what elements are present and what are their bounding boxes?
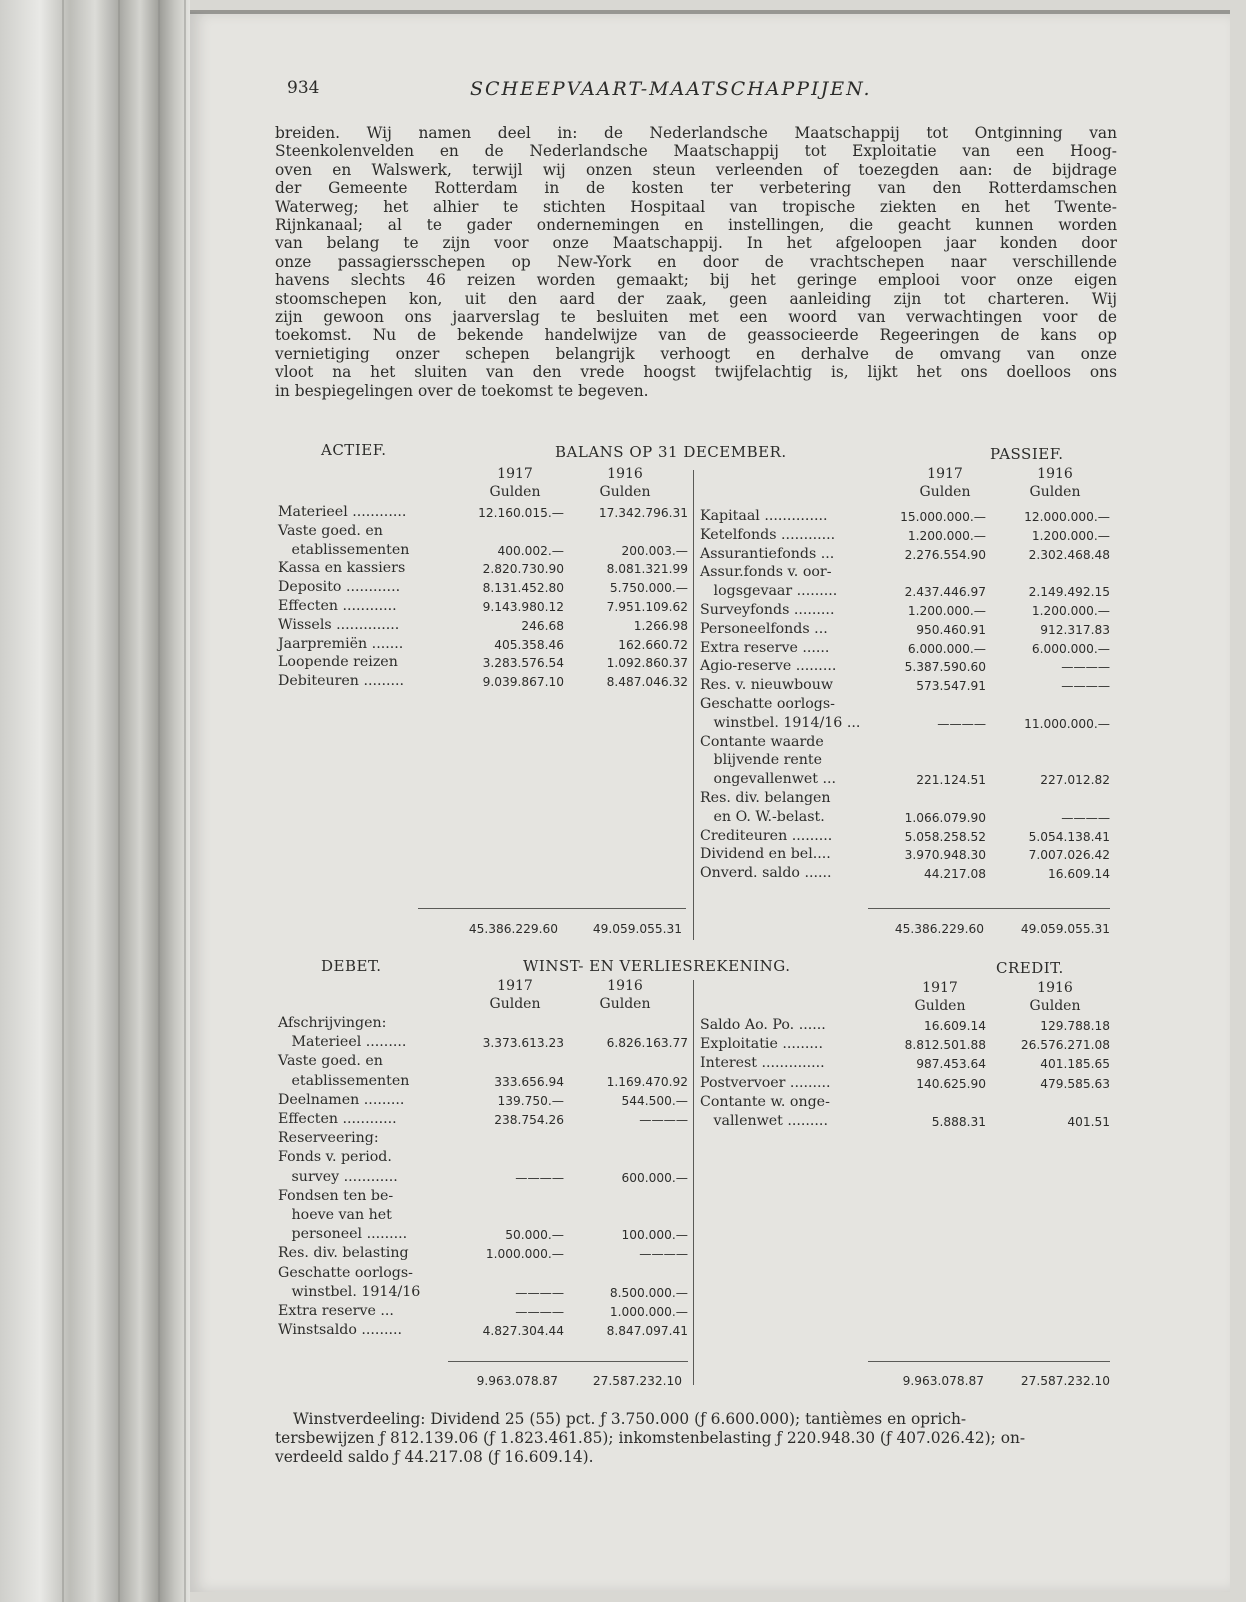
footer-note: [275, 1410, 1117, 1467]
row-label: Res. v. nieuwbouw: [700, 677, 833, 694]
row-value-1916: 6.000.000.—: [1031, 641, 1110, 656]
body-paragraph: [275, 124, 1117, 400]
row-value-1917: 238.754.26: [494, 1113, 564, 1127]
row-label: Fondsen ten be-: [278, 1187, 394, 1204]
row-value-1917: 573.547.91: [916, 679, 986, 694]
row-value-1916: 129.788.18: [1040, 1019, 1110, 1033]
row-label: Loopende reizen: [278, 654, 398, 671]
row-value-1917: 400.002.—: [497, 543, 564, 558]
row-value-1917: 6.000.000.—: [907, 641, 986, 656]
row-value-1916: 912.317.83: [1040, 622, 1110, 637]
row-value-1916: 544.500.—: [621, 1093, 688, 1108]
balans-right-total-1916: 49.059.055.31: [1020, 922, 1110, 936]
row-value-1917: 405.358.46: [494, 637, 564, 652]
row-value-1917: 1.200.000.—: [907, 528, 986, 543]
winst-left-unit-1916: Gulden: [599, 996, 651, 1012]
row-value-1916: 7.007.026.42: [1028, 848, 1110, 863]
row-value-1917: 50.000.—: [505, 1228, 564, 1243]
balans-right-unit-1917: Gulden: [919, 484, 971, 500]
row-value-1916: 1.200.000.—: [1031, 604, 1110, 618]
row-value-1916: 8.847.097.41: [606, 1324, 688, 1339]
row-value-1917: 2.437.446.97: [904, 585, 986, 600]
row-value-1916: 401.185.65: [1040, 1057, 1110, 1072]
row-value-1917: 9.039.867.10: [482, 675, 564, 690]
row-value-1916: 12.000.000.—: [1024, 510, 1110, 524]
winst-right-caption: CREDIT.: [996, 959, 1064, 977]
winst-right-unit-1917: Gulden: [914, 998, 966, 1014]
row-label: Crediteuren .........: [700, 827, 833, 844]
row-label: Interest ..............: [700, 1055, 825, 1072]
winst-title: WINST- EN VERLIESREKENING.: [523, 957, 791, 975]
row-label: Extra reserve ......: [700, 639, 830, 656]
row-value-1917: 1.000.000.—: [485, 1247, 564, 1262]
row-value-1917: 5.888.31: [931, 1115, 986, 1129]
winst-left-caption: DEBET.: [321, 957, 382, 975]
row-value-1916: 11.000.000.—: [1024, 716, 1110, 731]
paragraph-line: van belang te zijn voor onze Maatschappij. In het afgeloopen jaar konden door: [275, 234, 1117, 253]
row-value-1916: 8.500.000.—: [609, 1285, 688, 1300]
balans-right-unit-1916: Gulden: [1029, 484, 1081, 500]
winst-right-total-rule: [868, 1361, 1110, 1362]
paragraph-line: toekomst. Nu de bekende handelwijze van de geassocieerde Regeeringen de kans op: [275, 326, 1117, 345]
row-value-1916: 17.342.796.31: [598, 506, 688, 520]
row-value-1916: 1.092.860.37: [606, 656, 688, 671]
row-value-1917: 3.970.948.30: [904, 848, 986, 863]
paragraph-line: der Gemeente Rotterdam in de kosten ter verbetering van den Rotterdamschen: [275, 179, 1117, 198]
row-label: winstbel. 1914/16: [278, 1283, 421, 1300]
row-value-1916: 401.51: [1067, 1115, 1110, 1129]
row-value-1916: 200.003.—: [621, 543, 688, 558]
page-number: 934: [287, 78, 320, 98]
row-label: Kassa en kassiers: [278, 560, 406, 577]
footer-line: verdeeld saldo ƒ 44.217.08 (ƒ 16.609.14).: [275, 1448, 594, 1466]
winst-left-year-1917: 1917: [497, 978, 533, 994]
paragraph-line: stoomschepen kon, uit den aard der zaak, geen aanleiding zijn tot charteren. Wij: [275, 289, 1117, 308]
row-label: Afschrijvingen:: [278, 1015, 387, 1031]
row-value-1917: 16.609.14: [923, 1019, 986, 1033]
row-label: Kapitaal ..............: [700, 508, 828, 524]
row-value-1916: 1.169.470.92: [606, 1074, 688, 1089]
row-label: Res. div. belangen: [700, 790, 831, 806]
row-label: Exploitatie .........: [700, 1036, 823, 1053]
row-value-1917: 246.68: [521, 618, 564, 633]
row-label: hoeve van het: [278, 1207, 392, 1223]
row-value-1917: 1.200.000.—: [907, 604, 986, 618]
winst-left-unit-1917: Gulden: [489, 996, 541, 1012]
row-value-1916: 2.302.468.48: [1028, 547, 1110, 562]
paragraph-line: breiden. Wij namen deel in: de Nederlandsche Maatschappij tot Ontginning van: [275, 124, 1117, 142]
row-value-1917: ————: [515, 1170, 564, 1185]
row-label: Deelnamen .........: [278, 1091, 405, 1108]
row-value-1917: 5.387.590.60: [904, 660, 986, 675]
row-label: Jaarpremiën .......: [278, 635, 404, 652]
row-value-1917: 15.000.000.—: [900, 510, 986, 524]
balans-right-year-1917: 1917: [927, 466, 963, 482]
row-value-1916: ————: [1061, 810, 1110, 825]
row-label: Effecten ............: [278, 1111, 397, 1127]
row-label: blijvende rente: [700, 752, 823, 769]
row-value-1917: 44.217.08: [923, 867, 986, 882]
balans-right-total-1917: 45.386.229.60: [894, 922, 984, 936]
winst-left-total-1916: 27.587.232.10: [592, 1374, 682, 1388]
footer-line: tersbewijzen ƒ 812.139.06 (ƒ 1.823.461.85); inkomstenbelasting ƒ 220.948.30 (ƒ 407.026.42); on-: [275, 1429, 1026, 1447]
row-value-1917: 3.373.613.23: [482, 1036, 564, 1051]
winst-right-year-1916: 1916: [1037, 980, 1073, 996]
row-label: Extra reserve ...: [278, 1303, 394, 1319]
row-value-1917: 987.453.64: [916, 1057, 986, 1072]
paragraph-line: in bespiegelingen over de toekomst te begeven.: [275, 381, 649, 400]
row-label: Agio-reserve .........: [700, 658, 837, 675]
balans-divider: [693, 470, 694, 940]
balans-left-year-1916: 1916: [607, 466, 643, 482]
row-value-1916: ————: [1061, 660, 1110, 675]
row-label: logsgevaar .........: [700, 583, 838, 600]
row-value-1916: 5.054.138.41: [1028, 829, 1110, 844]
row-value-1917: 2.276.554.90: [904, 547, 986, 562]
row-value-1917: 8.131.452.80: [482, 581, 564, 596]
row-value-1916: 162.660.72: [618, 637, 688, 652]
row-label: survey ............: [278, 1168, 398, 1185]
row-value-1917: 139.750.—: [497, 1093, 564, 1108]
row-label: Materieel .........: [278, 1034, 407, 1051]
winst-right-total-1917: 9.963.078.87: [902, 1374, 984, 1388]
balans-left-caption: ACTIEF.: [321, 441, 387, 459]
row-label: Geschatte oorlogs-: [278, 1264, 413, 1281]
balans-left-total-1917: 45.386.229.60: [468, 922, 558, 936]
paragraph-line: Steenkolenvelden en de Nederlandsche Maatschappij tot Exploitatie van een Hoog-: [275, 142, 1117, 161]
row-label: winstbel. 1914/16 ...: [700, 714, 861, 731]
winst-left-total-1917: 9.963.078.87: [476, 1374, 558, 1388]
row-value-1916: 1.000.000.—: [609, 1305, 688, 1319]
paragraph-line: Rijnkanaal; al te gader ondernemingen en instellingen, die geacht kunnen worden: [275, 216, 1117, 235]
winst-right-year-1917: 1917: [922, 980, 958, 996]
row-label: personeel .........: [278, 1226, 408, 1243]
row-label: Vaste goed. en: [278, 1053, 383, 1070]
row-label: Reserveering:: [278, 1130, 379, 1147]
footer-line: Winstverdeeling: Dividend 25 (55) pct. ƒ 3.750.000 (ƒ 6.600.000); tantièmes en oprich-: [293, 1410, 967, 1428]
row-label: Postvervoer .........: [700, 1074, 831, 1091]
row-label: Surveyfonds .........: [700, 602, 835, 618]
paragraph-line: onze passagiersschepen op New-York en door de vrachtschepen naar verschillende: [275, 252, 1117, 271]
balans-left-unit-1917: Gulden: [489, 484, 541, 500]
row-value-1917: 8.812.501.88: [904, 1038, 986, 1053]
row-value-1916: 1.266.98: [633, 618, 688, 633]
row-label: Fonds v. period.: [278, 1149, 392, 1166]
row-value-1916: ————: [1061, 679, 1110, 694]
row-label: Dividend en bel....: [700, 846, 831, 863]
row-value-1917: 5.058.258.52: [904, 829, 986, 844]
page-top-edge: [190, 10, 1230, 14]
balans-title: BALANS OP 31 DECEMBER.: [555, 443, 787, 461]
row-value-1916: 2.149.492.15: [1028, 585, 1110, 600]
row-label: Debiteuren .........: [278, 673, 405, 690]
row-value-1916: 1.200.000.—: [1031, 528, 1110, 543]
book-spine: [0, 0, 190, 1602]
paragraph-line: havens slechts 46 reizen worden gemaakt; bij het geringe emplooi voor onze eigen: [275, 271, 1117, 290]
row-label: Contante waarde: [700, 733, 824, 750]
row-value-1916: 6.826.163.77: [606, 1036, 688, 1051]
row-label: vallenwet .........: [700, 1113, 828, 1129]
winst-divider: [693, 980, 694, 1385]
row-label: Winstsaldo .........: [278, 1322, 402, 1339]
row-value-1917: 221.124.51: [916, 773, 986, 788]
row-value-1916: 7.951.109.62: [606, 600, 688, 614]
row-value-1917: ————: [515, 1305, 564, 1319]
balans-right-year-1916: 1916: [1037, 466, 1073, 482]
row-value-1916: 600.000.—: [621, 1170, 688, 1185]
row-label: Onverd. saldo ......: [700, 865, 832, 882]
winst-right-total-1916: 27.587.232.10: [1020, 1374, 1110, 1388]
row-label: Contante w. onge-: [700, 1093, 830, 1110]
row-label: Vaste goed. en: [278, 522, 383, 539]
row-label: en O. W.-belast.: [700, 808, 825, 825]
row-label: Saldo Ao. Po. ......: [700, 1017, 826, 1033]
row-value-1916: ————: [639, 1113, 688, 1127]
balans-left-total-rule: [418, 908, 686, 909]
row-value-1916: 16.609.14: [1047, 867, 1110, 882]
row-label: Personeelfonds ...: [700, 620, 828, 637]
row-label: ongevallenwet ...: [700, 771, 837, 788]
row-value-1916: 26.576.271.08: [1020, 1038, 1110, 1053]
winst-right-unit-1916: Gulden: [1029, 998, 1081, 1014]
winst-left-total-rule: [448, 1361, 688, 1362]
balans-right-caption: PASSIEF.: [990, 445, 1064, 463]
paragraph-line: zijn gewoon ons jaarverslag te besluiten met een woord van verwachtingen voor de: [275, 308, 1117, 327]
balans-left-unit-1916: Gulden: [599, 484, 651, 500]
row-label: Effecten ............: [278, 598, 397, 614]
row-label: etablissementen: [278, 541, 410, 558]
row-value-1917: 1.066.079.90: [904, 810, 986, 825]
row-label: Res. div. belasting: [278, 1245, 409, 1262]
row-value-1916: 479.585.63: [1040, 1076, 1110, 1091]
row-label: Ketelfonds ............: [700, 526, 836, 543]
winst-left-year-1916: 1916: [607, 978, 643, 994]
row-value-1916: 100.000.—: [621, 1228, 688, 1243]
paragraph-line: Waterweg; het alhier te stichten Hospitaal van tropische ziekten en het Twente-: [275, 197, 1117, 216]
row-value-1916: 8.487.046.32: [606, 675, 688, 690]
paragraph-line: oven en Walswerk, terwijl wij onzen steun verleenden of toezegden aan: de bijdrage: [275, 160, 1117, 179]
row-value-1917: 12.160.015.—: [478, 506, 564, 520]
balans-left-total-1916: 49.059.055.31: [592, 922, 682, 936]
row-value-1916: ————: [639, 1247, 688, 1262]
balans-left-year-1917: 1917: [497, 466, 533, 482]
balans-right-total-rule: [868, 908, 1110, 909]
row-label: Assurantiefonds ...: [700, 545, 835, 562]
row-value-1917: ————: [515, 1285, 564, 1300]
row-label: Materieel ............: [278, 504, 407, 520]
row-value-1916: 5.750.000.—: [609, 581, 688, 596]
running-title: SCHEEPVAART-MAATSCHAPPIJEN.: [470, 78, 872, 100]
row-value-1916: 8.081.321.99: [606, 562, 688, 577]
row-value-1916: 227.012.82: [1040, 773, 1110, 788]
row-value-1917: 4.827.304.44: [482, 1324, 564, 1339]
row-value-1917: ————: [937, 716, 986, 731]
paragraph-line: vernietiging onzer schepen belangrijk verhoogt en derhalve de omvang van onze: [275, 344, 1117, 363]
row-value-1917: 140.625.90: [916, 1076, 986, 1091]
row-value-1917: 333.656.94: [494, 1074, 564, 1089]
row-value-1917: 3.283.576.54: [482, 656, 564, 671]
paragraph-line: vloot na het sluiten van den vrede hoogst twijfelachtig is, lijkt het ons doelloos ons: [275, 363, 1117, 382]
row-label: Geschatte oorlogs-: [700, 696, 835, 712]
row-label: Assur.fonds v. oor-: [700, 564, 832, 581]
row-label: Deposito ............: [278, 579, 401, 596]
row-label: etablissementen: [278, 1072, 410, 1089]
row-value-1917: 9.143.980.12: [482, 600, 564, 614]
row-value-1917: 950.460.91: [916, 622, 986, 637]
row-label: Wissels ..............: [278, 616, 400, 633]
row-value-1917: 2.820.730.90: [482, 562, 564, 577]
